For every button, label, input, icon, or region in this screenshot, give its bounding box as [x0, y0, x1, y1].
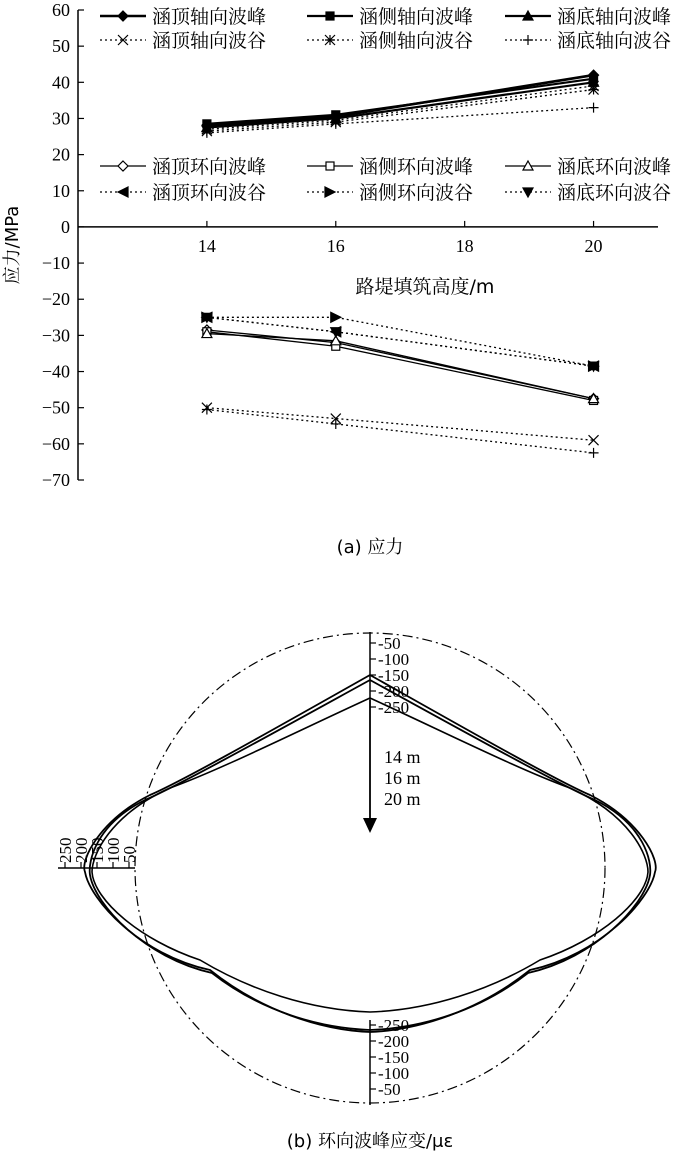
radial-tick-label-top: -250: [378, 698, 410, 717]
legend-marker: [326, 12, 334, 20]
data-point: [589, 85, 599, 95]
series-14: [202, 405, 599, 458]
caption-b: (b) 环向波峰应变/με: [286, 1131, 454, 1152]
y-tick-label: 50: [52, 36, 70, 57]
x-tick-label: 20: [584, 235, 603, 256]
top-radial-axis: [370, 632, 409, 717]
data-point: [589, 103, 599, 113]
series-line: [207, 408, 594, 441]
side-tick-label: 100: [104, 837, 123, 863]
caption-a: (a) 应力: [336, 537, 404, 558]
data-point: [202, 405, 212, 415]
y-tick-label: 60: [52, 0, 70, 20]
radial-tick-label-top: -100: [378, 650, 410, 669]
data-point: [331, 419, 341, 429]
side-tick-label: 50: [120, 846, 139, 863]
legend: [100, 6, 671, 204]
legend-item: [307, 30, 473, 52]
y-tick-label: −60: [41, 433, 70, 454]
axes: [78, 10, 658, 480]
legend-item: [100, 156, 266, 178]
series-12: [202, 313, 599, 371]
series-line: [207, 317, 594, 366]
strain-polar-chart: [0, 580, 700, 1166]
legend-item: [100, 182, 266, 204]
legend-marker: [325, 187, 335, 197]
legend-item: [505, 30, 671, 52]
legend-marker: [118, 161, 128, 171]
legend-item: [505, 6, 671, 28]
legend-label: 涵顶轴向波峰: [152, 6, 267, 28]
legend-label: 涵顶轴向波谷: [152, 30, 267, 52]
radial-tick-label-top: -200: [378, 682, 410, 701]
y-tick-label: 10: [52, 180, 70, 201]
legend-label: 涵底环向波谷: [557, 182, 672, 204]
legend-label: 涵侧轴向波谷: [359, 30, 474, 52]
x-axis-label: 路堤填筑高度/m: [355, 276, 495, 298]
y-tick-label: 30: [52, 108, 70, 129]
series-label-20m: 20 m: [384, 789, 421, 809]
series-9: [202, 329, 599, 403]
legend-item: [100, 6, 266, 28]
data-point: [589, 435, 599, 445]
x-tick-label: 14: [197, 235, 216, 256]
stress-chart: [0, 0, 700, 580]
legend-label: 涵底轴向波峰: [557, 6, 672, 28]
legend-marker: [325, 35, 335, 45]
legend-label: 涵顶环向波谷: [152, 182, 267, 204]
series-11: [202, 312, 599, 371]
y-tick-label: 0: [61, 216, 70, 237]
legend-item: [307, 6, 473, 28]
series-8: [203, 328, 598, 405]
y-tick-label: −20: [41, 289, 70, 310]
y-tick-label: −50: [41, 397, 70, 418]
side-tick-label: 250: [56, 837, 75, 863]
radial-tick-label-bottom: -250: [378, 1016, 410, 1035]
radial-tick-label-bottom: -150: [378, 1048, 410, 1067]
series-line: [207, 332, 594, 401]
series-line: [207, 75, 594, 126]
series-10: [202, 312, 599, 371]
y-tick-label: −40: [41, 361, 70, 382]
legend-label: 涵侧环向波谷: [359, 182, 474, 204]
legend-label: 涵侧轴向波峰: [359, 6, 474, 28]
data-point: [589, 448, 599, 458]
radial-tick-label-bottom: -200: [378, 1032, 410, 1051]
radial-tick-label-bottom: -50: [378, 1080, 401, 1099]
side-tick-label: 150: [88, 837, 107, 863]
legend-marker: [523, 35, 533, 45]
legend-label: 涵底环向波峰: [557, 156, 672, 178]
legend-marker: [118, 11, 128, 21]
legend-label: 涵顶环向波峰: [152, 156, 267, 178]
radial-tick-label-top: -150: [378, 666, 410, 685]
series-13: [202, 403, 599, 446]
tick-labels: [42, 0, 603, 490]
y-tick-label: −10: [41, 253, 70, 274]
y-tick-label: 40: [52, 72, 70, 93]
x-tick-label: 18: [455, 235, 474, 256]
legend-item: [505, 182, 671, 204]
legend-item: [307, 182, 473, 204]
legend-marker: [118, 187, 128, 197]
radial-tick-label-bottom: -100: [378, 1064, 410, 1083]
legend-item: [100, 30, 266, 52]
legend-item: [505, 156, 671, 178]
direction-arrow: [363, 700, 377, 833]
series-lines: [202, 70, 599, 458]
y-axis-label: 应力/MPa: [2, 205, 23, 285]
radial-tick-label-top: -50: [378, 634, 401, 653]
y-tick-label: −70: [41, 470, 70, 490]
left-radial-axis: [56, 838, 139, 869]
series-label-16m: 16 m: [384, 768, 421, 788]
series-label-14m: 14 m: [384, 747, 421, 767]
y-tick-label: 20: [52, 144, 70, 165]
y-tick-label: −30: [41, 325, 70, 346]
data-point: [331, 312, 341, 322]
series-1: [202, 70, 599, 131]
legend-label: 涵侧环向波峰: [359, 156, 474, 178]
legend-label: 涵底轴向波谷: [557, 30, 672, 52]
x-tick-label: 16: [326, 235, 345, 256]
legend-marker: [326, 162, 334, 170]
series-line: [207, 410, 594, 453]
legend-item: [307, 156, 473, 178]
side-tick-label: 200: [72, 837, 91, 863]
